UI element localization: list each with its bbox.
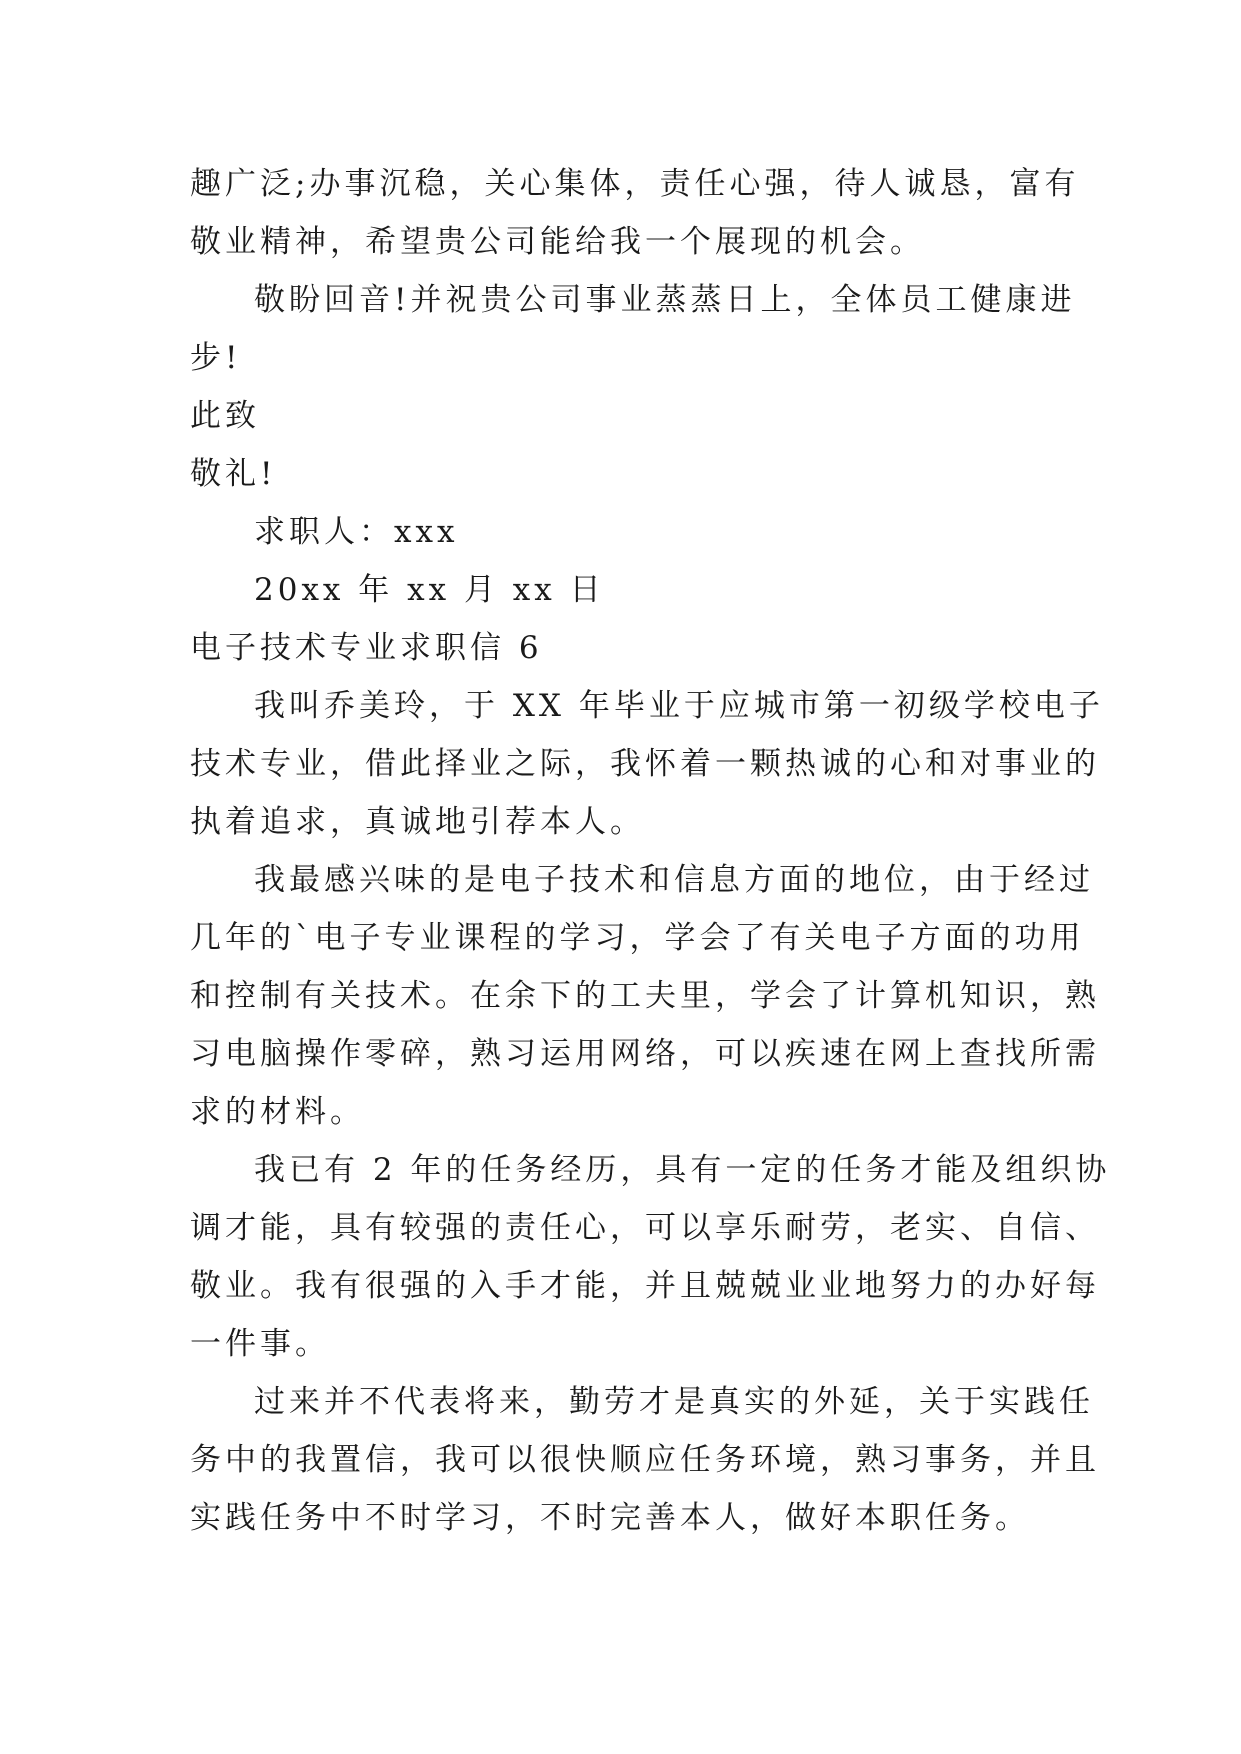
text-line-11: 技术专业，借此择业之际，我怀着一颗热诚的心和对事业的 [190, 746, 1100, 782]
text-line-4: 步! [190, 340, 242, 376]
text-line-13: 我最感兴味的是电子技术和信息方面的地位，由于经过 [254, 862, 1094, 898]
text-line-18: 我已有 2 年的任务经历，具有一定的任务才能及组织协 [254, 1152, 1111, 1188]
text-line-2: 敬业精神，希望贵公司能给我一个展现的机会。 [190, 224, 925, 260]
text-line-17: 求的材料。 [190, 1094, 365, 1130]
text-line-24: 实践任务中不时学习，不时完善本人，做好本职任务。 [190, 1500, 1030, 1536]
text-line-1: 趣广泛;办事沉稳，关心集体，责任心强，待人诚恳，富有 [190, 166, 1080, 202]
text-line-19: 调才能，具有较强的责任心，可以享乐耐劳，老实、自信、 [190, 1210, 1100, 1246]
text-line-23: 务中的我置信，我可以很快顺应任务环境，熟习事务，并且 [190, 1442, 1100, 1478]
text-line-12: 执着追求，真诚地引荐本人。 [190, 804, 645, 840]
text-line-16: 习电脑操作零碎，熟习运用网络，可以疾速在网上查找所需 [190, 1036, 1100, 1072]
signature-date: 20xx 年 xx 月 xx 日 [254, 572, 605, 608]
text-line-22: 过来并不代表将来，勤劳才是真实的外延，关于实践任 [254, 1384, 1094, 1420]
text-line-20: 敬业。我有很强的入手才能，并且兢兢业业地努力的办好每 [190, 1268, 1100, 1304]
closing-salutation-1: 此致 [190, 398, 260, 434]
text-line-3: 敬盼回音!并祝贵公司事业蒸蒸日上，全体员工健康进 [254, 282, 1076, 318]
section-heading: 电子技术专业求职信 6 [190, 630, 543, 666]
document-page [190, 155, 1111, 1547]
text-line-15: 和控制有关技术。在余下的工夫里，学会了计算机知识，熟 [190, 978, 1100, 1014]
signature-name: 求职人：xxx [254, 514, 459, 550]
text-line-10: 我叫乔美玲，于 XX 年毕业于应城市第一初级学校电子 [254, 688, 1104, 724]
text-line-21: 一件事。 [190, 1326, 330, 1362]
text-line-14: 几年的`电子专业课程的学习，学会了有关电子方面的功用 [190, 920, 1085, 956]
closing-salutation-2: 敬礼! [190, 456, 277, 492]
